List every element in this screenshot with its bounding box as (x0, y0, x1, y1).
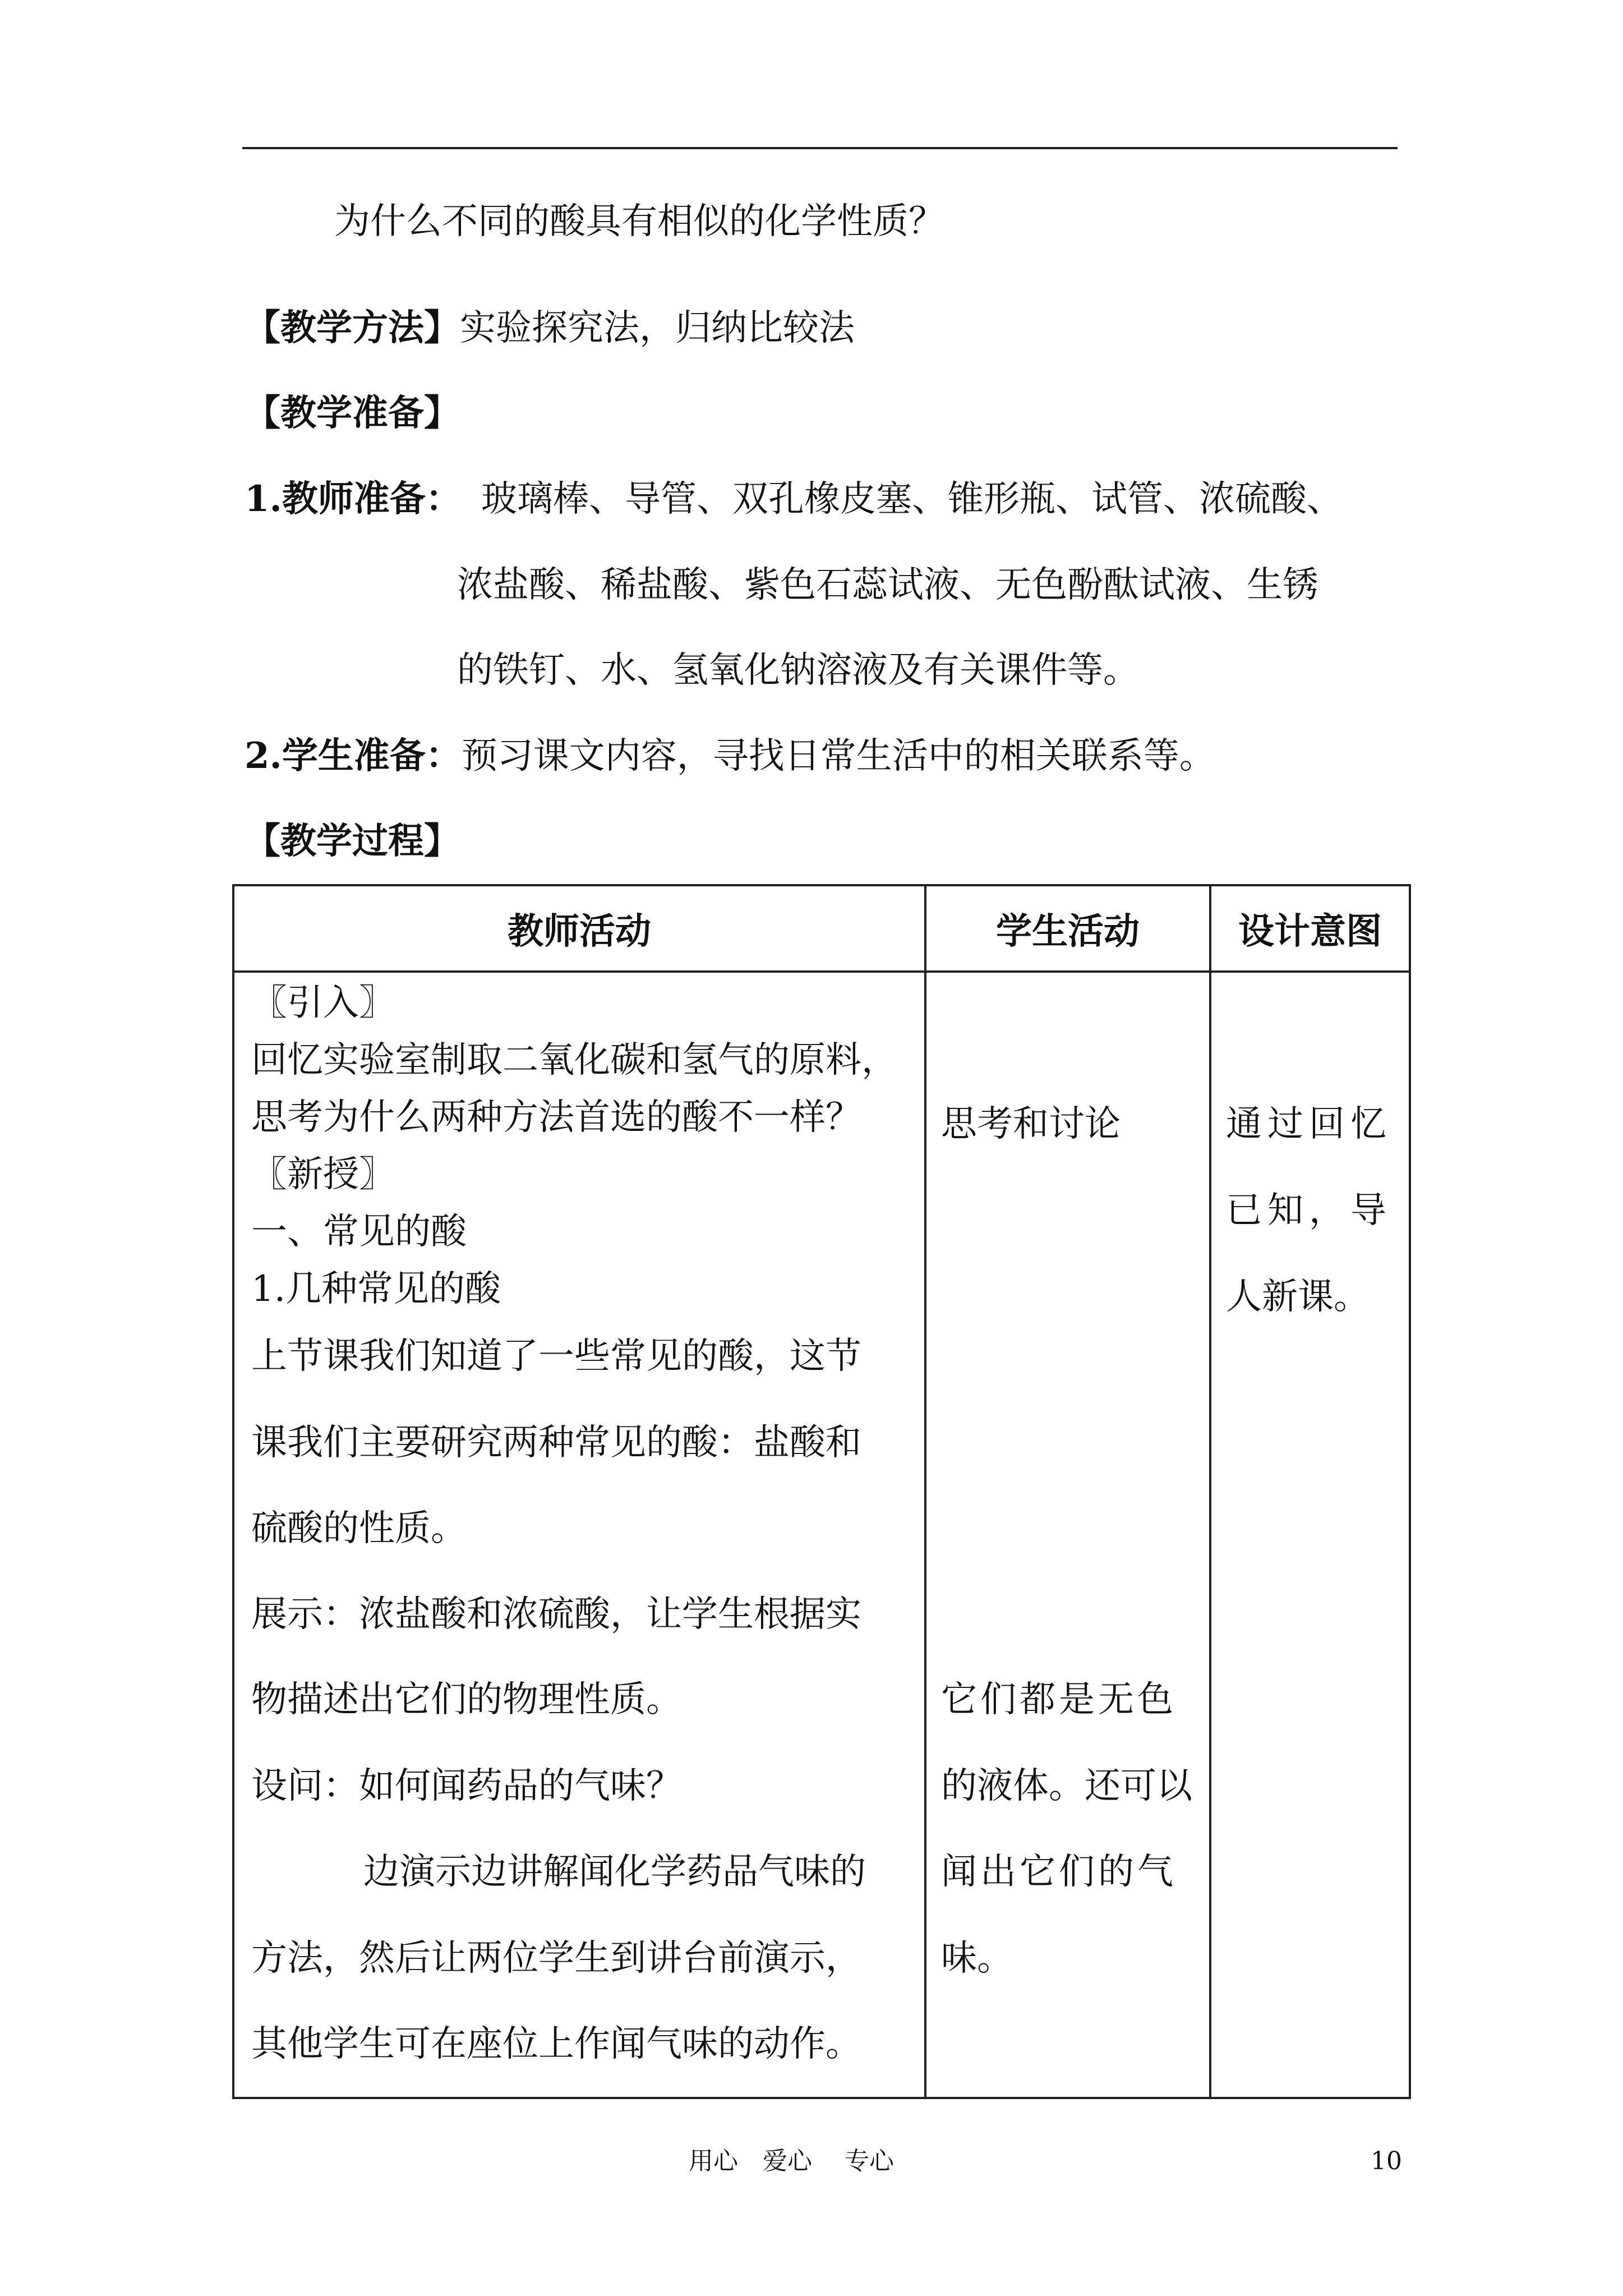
design-line: 已知，导 (1226, 1190, 1392, 1231)
student-prep-text: 预习课文内容，寻找日常生活中的相关联系等。 (461, 735, 1215, 777)
header-design-intent: 设计意图 (1210, 885, 1410, 972)
teacher-line: 一、常见的酸 (251, 1211, 467, 1253)
method-text: 实验探究法，归纳比较法 (460, 307, 855, 349)
student-prep (245, 734, 1215, 779)
student-prep-label: 2.学生准备： (245, 735, 462, 777)
student-line: 思考和讨论 (941, 1103, 1121, 1145)
teacher-line: 课我们主要研究两种常见的酸：盐酸和 (251, 1422, 861, 1464)
teacher-prep-label: 1.教师准备： (245, 478, 462, 520)
teacher-line: 上节课我们知道了一些常见的酸，这节 (251, 1336, 861, 1377)
process-title: 【教学过程】 (245, 820, 460, 862)
teacher-line: 思考为什么两种方法首选的酸不一样？ (251, 1097, 861, 1138)
student-line: 的液体。还可以 (941, 1765, 1192, 1807)
teaching-method (245, 306, 855, 351)
teacher-activity-cell (233, 972, 925, 2098)
footer-motto: 用心 爱心 专心 (689, 2147, 894, 2175)
teacher-line: 展示：浓盐酸和浓硫酸，让学生根据实 (251, 1594, 861, 1635)
header-rule (242, 147, 1398, 149)
student-activity-cell (925, 972, 1210, 2098)
teacher-line: 物描述出它们的物理性质。 (251, 1679, 682, 1720)
header-teacher-activity: 教师活动 (233, 885, 925, 972)
method-label: 【教学方法】 (245, 307, 460, 349)
teacher-line: 〖新授〗 (251, 1154, 395, 1195)
design-line: 人新课。 (1226, 1276, 1370, 1318)
design-line: 通过回忆 (1226, 1103, 1392, 1145)
teacher-prep-line: 的铁钉、水、氢氧化钠溶液及有关课件等。 (457, 650, 1139, 691)
prep-title: 【教学准备】 (245, 392, 460, 434)
lesson-table (232, 884, 1411, 2099)
design-intent-cell (1210, 972, 1410, 2098)
teacher-line: 〖引入〗 (251, 982, 395, 1024)
student-line: 闻出它们的气 (941, 1851, 1177, 1893)
page-number: 10 (1371, 2147, 1402, 2175)
intro-question: 为什么不同的酸具有相似的化学性质？ (334, 201, 944, 242)
teacher-prep-line: 浓盐酸、稀盐酸、紫色石蕊试液、无色酚酞试液、生锈 (457, 564, 1318, 606)
teacher-line: 设问：如何闻药品的气味？ (251, 1765, 682, 1807)
table-row (233, 972, 1410, 2098)
teacher-line: 方法，然后让两位学生到讲台前演示， (251, 1938, 861, 1979)
header-student-activity: 学生活动 (925, 885, 1210, 972)
teacher-line: 其他学生可在座位上作闻气味的动作。 (251, 2023, 861, 2065)
teacher-line: 边演示边讲解闻化学药品气味的 (363, 1851, 866, 1893)
student-line: 它们都是无色 (941, 1679, 1177, 1720)
table-header-row (233, 885, 1410, 972)
student-line: 味。 (941, 1938, 1013, 1979)
teacher-line: 1.几种常见的酸 (251, 1268, 501, 1310)
teacher-line: 硫酸的性质。 (251, 1508, 467, 1549)
teacher-line: 回忆实验室制取二氧化碳和氢气的原料， (251, 1039, 897, 1081)
teacher-prep-line: 玻璃棒、导管、双孔橡皮塞、锥形瓶、试管、浓硫酸、 (481, 478, 1343, 520)
